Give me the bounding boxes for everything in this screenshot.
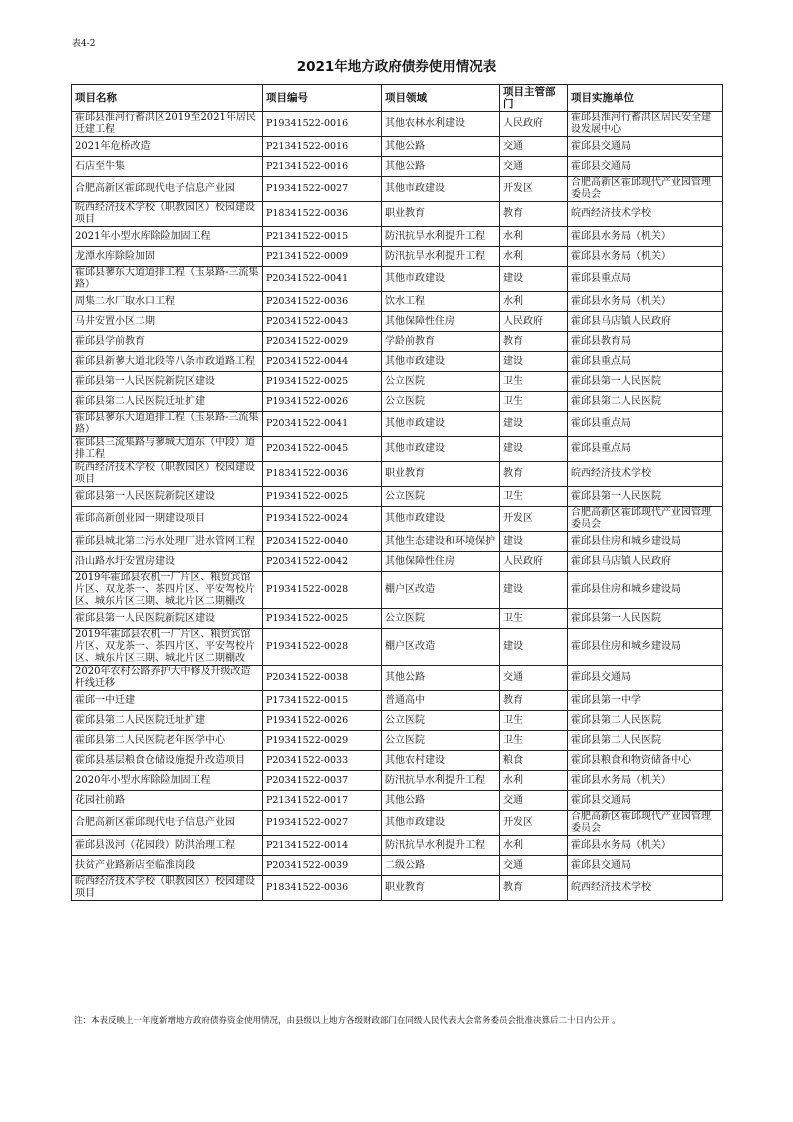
cell-project-field: 其他市政建设 bbox=[382, 267, 500, 292]
table-row bbox=[72, 437, 723, 462]
cell-implementing-unit: 霍邱县水务局（机关） bbox=[568, 227, 723, 247]
cell-project-name: 合肥高新区霍邱现代电子信息产业园 bbox=[72, 177, 263, 202]
cell-project-code: P18341522-0036 bbox=[263, 462, 382, 487]
cell-department: 粮食 bbox=[500, 751, 568, 771]
cell-implementing-unit: 霍邱县第一中学 bbox=[568, 691, 723, 711]
cell-department: 建设 bbox=[500, 412, 568, 437]
cell-project-field: 其他市政建设 bbox=[382, 177, 500, 202]
cell-project-name: 花园社前路 bbox=[72, 791, 263, 811]
table-row bbox=[72, 312, 723, 332]
cell-project-name: 2020年小型水库除险加固工程 bbox=[72, 771, 263, 791]
cell-project-field: 其他市政建设 bbox=[382, 507, 500, 532]
cell-department: 建设 bbox=[500, 629, 568, 666]
cell-project-name: 马井安置小区二期 bbox=[72, 312, 263, 332]
cell-department: 人民政府 bbox=[500, 312, 568, 332]
cell-project-name: 霍邱县蓼东大道道排工程（玉泉路-三流集路） bbox=[72, 267, 263, 292]
table-row bbox=[72, 856, 723, 876]
cell-project-code: P21341522-0014 bbox=[263, 836, 382, 856]
cell-implementing-unit: 霍邱县重点局 bbox=[568, 412, 723, 437]
cell-implementing-unit: 霍邱县重点局 bbox=[568, 352, 723, 372]
table-row bbox=[72, 202, 723, 227]
cell-project-name: 霍邱县蓼东大道道排工程（玉泉路-三流集路） bbox=[72, 412, 263, 437]
cell-project-code: P19341522-0027 bbox=[263, 811, 382, 836]
cell-project-name: 霍邱县第一人民医院新院区建设 bbox=[72, 372, 263, 392]
table-row bbox=[72, 487, 723, 507]
table-row bbox=[72, 666, 723, 691]
cell-project-field: 其他市政建设 bbox=[382, 412, 500, 437]
table-row bbox=[72, 332, 723, 352]
cell-project-field: 棚户区改造 bbox=[382, 572, 500, 609]
cell-implementing-unit: 霍邱县交通局 bbox=[568, 666, 723, 691]
cell-implementing-unit: 合肥高新区霍邱现代产业园管理委员会 bbox=[568, 177, 723, 202]
cell-project-field: 职业教育 bbox=[382, 462, 500, 487]
cell-project-field: 职业教育 bbox=[382, 202, 500, 227]
table-row bbox=[72, 629, 723, 666]
cell-department: 教育 bbox=[500, 462, 568, 487]
cell-implementing-unit: 霍邱县第一人民医院 bbox=[568, 372, 723, 392]
table-number-label: 表4-2 bbox=[72, 39, 96, 49]
cell-department: 交通 bbox=[500, 137, 568, 157]
cell-project-name: 霍邱县三流集路与蓼城大道东（中段）道排工程 bbox=[72, 437, 263, 462]
cell-project-field: 其他市政建设 bbox=[382, 352, 500, 372]
cell-implementing-unit: 霍邱县水务局（机关） bbox=[568, 247, 723, 267]
cell-implementing-unit: 霍邱县第二人民医院 bbox=[568, 392, 723, 412]
cell-project-field: 其他保障性住房 bbox=[382, 552, 500, 572]
table-row bbox=[72, 227, 723, 247]
table-row bbox=[72, 711, 723, 731]
cell-project-code: P19341522-0024 bbox=[263, 507, 382, 532]
cell-department: 水利 bbox=[500, 771, 568, 791]
cell-project-name: 2020年农村公路养护大中修及升级改造杆线迁移 bbox=[72, 666, 263, 691]
cell-department: 教育 bbox=[500, 202, 568, 227]
table-row bbox=[72, 751, 723, 771]
cell-implementing-unit: 皖西经济技术学校 bbox=[568, 202, 723, 227]
cell-department: 交通 bbox=[500, 157, 568, 177]
cell-project-code: P19341522-0027 bbox=[263, 177, 382, 202]
cell-department: 教育 bbox=[500, 332, 568, 352]
cell-project-code: P18341522-0036 bbox=[263, 876, 382, 901]
cell-project-name: 2019年霍邱县农机一厂片区、粮贸宾馆片区、双龙茶一、茶四片区、平安驾校片区、城东片区三期、城北片区二期棚改 bbox=[72, 629, 263, 666]
cell-implementing-unit: 皖西经济技术学校 bbox=[568, 876, 723, 901]
table-row bbox=[72, 292, 723, 312]
cell-project-field: 其他生态建设和环境保护 bbox=[382, 532, 500, 552]
cell-department: 卫生 bbox=[500, 372, 568, 392]
cell-project-field: 其他农林水利建设 bbox=[382, 112, 500, 137]
cell-project-field: 其他公路 bbox=[382, 157, 500, 177]
cell-project-field: 防汛抗旱水利提升工程 bbox=[382, 247, 500, 267]
cell-project-name: 周集二水厂取水口工程 bbox=[72, 292, 263, 312]
cell-project-code: P20341522-0036 bbox=[263, 292, 382, 312]
table-row bbox=[72, 372, 723, 392]
cell-project-name: 皖西经济技术学校（职教园区）校园建设项目 bbox=[72, 462, 263, 487]
cell-project-field: 公立医院 bbox=[382, 487, 500, 507]
cell-project-code: P20341522-0037 bbox=[263, 771, 382, 791]
cell-implementing-unit: 霍邱县交通局 bbox=[568, 791, 723, 811]
cell-department: 开发区 bbox=[500, 811, 568, 836]
cell-project-name: 龙潭水库除险加固 bbox=[72, 247, 263, 267]
cell-project-field: 公立医院 bbox=[382, 731, 500, 751]
cell-implementing-unit: 霍邱县马店镇人民政府 bbox=[568, 312, 723, 332]
cell-department: 人民政府 bbox=[500, 112, 568, 137]
cell-department: 教育 bbox=[500, 876, 568, 901]
cell-department: 卫生 bbox=[500, 487, 568, 507]
cell-implementing-unit: 霍邱县交通局 bbox=[568, 137, 723, 157]
cell-implementing-unit: 合肥高新区霍邱现代产业园管理委员会 bbox=[568, 507, 723, 532]
cell-project-field: 其他公路 bbox=[382, 791, 500, 811]
cell-project-code: P19341522-0025 bbox=[263, 372, 382, 392]
cell-implementing-unit: 霍邱县水务局（机关） bbox=[568, 771, 723, 791]
cell-implementing-unit: 霍邱县住房和城乡建设局 bbox=[568, 532, 723, 552]
cell-department: 交通 bbox=[500, 666, 568, 691]
cell-project-code: P21341522-0017 bbox=[263, 791, 382, 811]
table-row bbox=[72, 137, 723, 157]
cell-project-field: 防汛抗旱水利提升工程 bbox=[382, 836, 500, 856]
cell-project-field: 职业教育 bbox=[382, 876, 500, 901]
cell-implementing-unit: 霍邱县住房和城乡建设局 bbox=[568, 629, 723, 666]
cell-project-name: 霍邱县第一人民医院新院区建设 bbox=[72, 487, 263, 507]
cell-project-name: 合肥高新区霍邱现代电子信息产业园 bbox=[72, 811, 263, 836]
table-row bbox=[72, 352, 723, 372]
cell-implementing-unit: 霍邱县水务局（机关） bbox=[568, 836, 723, 856]
cell-department: 开发区 bbox=[500, 177, 568, 202]
table-row bbox=[72, 791, 723, 811]
table-row bbox=[72, 532, 723, 552]
cell-project-field: 防汛抗旱水利提升工程 bbox=[382, 227, 500, 247]
cell-project-code: P20341522-0029 bbox=[263, 332, 382, 352]
table-row bbox=[72, 462, 723, 487]
cell-project-code: P19341522-0025 bbox=[263, 487, 382, 507]
cell-department: 水利 bbox=[500, 247, 568, 267]
table-row bbox=[72, 247, 723, 267]
table-row bbox=[72, 731, 723, 751]
header-implementing-unit: 项目实施单位 bbox=[568, 85, 723, 112]
cell-department: 教育 bbox=[500, 691, 568, 711]
cell-project-code: P19341522-0025 bbox=[263, 609, 382, 629]
cell-project-code: P19341522-0016 bbox=[263, 112, 382, 137]
cell-department: 水利 bbox=[500, 836, 568, 856]
cell-project-code: P21341522-0015 bbox=[263, 227, 382, 247]
cell-project-code: P20341522-0042 bbox=[263, 552, 382, 572]
footnote: 注：本表反映上一年度新增地方政府债券资金使用情况，由县级以上地方各级财政部门在同级人民代表大会常务委员会批准决算后二十日内公开 。 bbox=[74, 1016, 621, 1026]
cell-project-field: 学龄前教育 bbox=[382, 332, 500, 352]
cell-project-name: 2019年霍邱县农机一厂片区、粮贸宾馆片区、双龙茶一、茶四片区、平安驾校片区、城东片区三期、城北片区二期棚改 bbox=[72, 572, 263, 609]
cell-department: 交通 bbox=[500, 791, 568, 811]
cell-implementing-unit: 合肥高新区霍邱现代产业园管理委员会 bbox=[568, 811, 723, 836]
cell-project-name: 霍邱县城北第二污水处理厂进水管网工程 bbox=[72, 532, 263, 552]
cell-project-name: 2021年小型水库除险加固工程 bbox=[72, 227, 263, 247]
cell-project-field: 其他保障性住房 bbox=[382, 312, 500, 332]
cell-project-code: P20341522-0045 bbox=[263, 437, 382, 462]
cell-department: 水利 bbox=[500, 292, 568, 312]
cell-project-code: P19341522-0026 bbox=[263, 392, 382, 412]
cell-department: 建设 bbox=[500, 267, 568, 292]
cell-project-field: 公立医院 bbox=[382, 372, 500, 392]
cell-implementing-unit: 霍邱县重点局 bbox=[568, 267, 723, 292]
cell-implementing-unit: 霍邱县重点局 bbox=[568, 437, 723, 462]
cell-department: 建设 bbox=[500, 352, 568, 372]
table-row bbox=[72, 771, 723, 791]
cell-project-field: 二级公路 bbox=[382, 856, 500, 876]
cell-project-field: 棚户区改造 bbox=[382, 629, 500, 666]
cell-project-name: 扶贫产业路新店至临淮岗段 bbox=[72, 856, 263, 876]
cell-implementing-unit: 皖西经济技术学校 bbox=[568, 462, 723, 487]
cell-department: 卫生 bbox=[500, 731, 568, 751]
cell-department: 开发区 bbox=[500, 507, 568, 532]
cell-project-code: P20341522-0043 bbox=[263, 312, 382, 332]
cell-implementing-unit: 霍邱县交通局 bbox=[568, 157, 723, 177]
cell-project-name: 皖西经济技术学校（职教园区）校园建设项目 bbox=[72, 876, 263, 901]
cell-project-name: 霍邱县学前教育 bbox=[72, 332, 263, 352]
cell-project-code: P20341522-0044 bbox=[263, 352, 382, 372]
cell-project-name: 霍邱县第二人民医院迁址扩建 bbox=[72, 392, 263, 412]
table-row bbox=[72, 507, 723, 532]
table-row bbox=[72, 112, 723, 137]
table-row bbox=[72, 157, 723, 177]
cell-project-field: 公立医院 bbox=[382, 392, 500, 412]
cell-project-code: P19341522-0026 bbox=[263, 711, 382, 731]
cell-department: 卫生 bbox=[500, 609, 568, 629]
cell-implementing-unit: 霍邱县马店镇人民政府 bbox=[568, 552, 723, 572]
cell-project-name: 霍邱县新蓼大道北段等八条市政道路工程 bbox=[72, 352, 263, 372]
cell-project-code: P20341522-0041 bbox=[263, 412, 382, 437]
table-row bbox=[72, 572, 723, 609]
cell-project-code: P19341522-0028 bbox=[263, 572, 382, 609]
cell-project-code: P19341522-0029 bbox=[263, 731, 382, 751]
cell-project-field: 公立医院 bbox=[382, 711, 500, 731]
cell-project-name: 霍邱一中迁建 bbox=[72, 691, 263, 711]
cell-department: 建设 bbox=[500, 532, 568, 552]
cell-implementing-unit: 霍邱县交通局 bbox=[568, 856, 723, 876]
cell-project-code: P18341522-0036 bbox=[263, 202, 382, 227]
table-row bbox=[72, 876, 723, 901]
cell-project-name: 皖西经济技术学校（职教园区）校园建设项目 bbox=[72, 202, 263, 227]
cell-department: 水利 bbox=[500, 227, 568, 247]
cell-department: 建设 bbox=[500, 437, 568, 462]
cell-project-code: P21341522-0016 bbox=[263, 157, 382, 177]
cell-project-field: 公立医院 bbox=[382, 609, 500, 629]
cell-project-name: 霍邱高新创业园一期建设项目 bbox=[72, 507, 263, 532]
cell-department: 卫生 bbox=[500, 711, 568, 731]
cell-department: 交通 bbox=[500, 856, 568, 876]
table-row bbox=[72, 267, 723, 292]
header-project-field: 项目领域 bbox=[382, 85, 500, 112]
cell-project-field: 其他市政建设 bbox=[382, 437, 500, 462]
table-row bbox=[72, 691, 723, 711]
table-row bbox=[72, 552, 723, 572]
cell-implementing-unit: 霍邱县第一人民医院 bbox=[568, 487, 723, 507]
cell-project-code: P21341522-0016 bbox=[263, 137, 382, 157]
table-header-row bbox=[72, 85, 723, 112]
cell-project-code: P20341522-0038 bbox=[263, 666, 382, 691]
cell-project-code: P17341522-0015 bbox=[263, 691, 382, 711]
cell-implementing-unit: 霍邱县粮食和物资储备中心 bbox=[568, 751, 723, 771]
cell-project-field: 其他公路 bbox=[382, 666, 500, 691]
cell-project-field: 其他农村建设 bbox=[382, 751, 500, 771]
cell-project-field: 其他市政建设 bbox=[382, 811, 500, 836]
cell-implementing-unit: 霍邱县淮河行蓄洪区居民安全建设发展中心 bbox=[568, 112, 723, 137]
cell-implementing-unit: 霍邱县第二人民医院 bbox=[568, 731, 723, 751]
cell-department: 人民政府 bbox=[500, 552, 568, 572]
cell-project-name: 霍邱县汲河（花园段）防洪治理工程 bbox=[72, 836, 263, 856]
table-row bbox=[72, 609, 723, 629]
cell-project-name: 霍邱县第二人民医院老年医学中心 bbox=[72, 731, 263, 751]
cell-project-code: P21341522-0009 bbox=[263, 247, 382, 267]
cell-project-code: P20341522-0041 bbox=[263, 267, 382, 292]
table-row bbox=[72, 177, 723, 202]
header-department: 项目主管部门 bbox=[500, 85, 568, 112]
bond-usage-table bbox=[71, 84, 723, 901]
cell-project-name: 2021年危桥改造 bbox=[72, 137, 263, 157]
cell-project-field: 其他公路 bbox=[382, 137, 500, 157]
cell-project-field: 普通高中 bbox=[382, 691, 500, 711]
header-project-name: 项目名称 bbox=[72, 85, 263, 112]
table-row bbox=[72, 392, 723, 412]
cell-project-name: 霍邱县基层粮食仓储设施提升改造项目 bbox=[72, 751, 263, 771]
cell-project-name: 沿山路水圩安置房建设 bbox=[72, 552, 263, 572]
cell-project-field: 饮水工程 bbox=[382, 292, 500, 312]
cell-project-name: 霍邱县第一人民医院新院区建设 bbox=[72, 609, 263, 629]
table-row bbox=[72, 412, 723, 437]
table-row bbox=[72, 836, 723, 856]
cell-project-name: 霍邱县第二人民医院迁址扩建 bbox=[72, 711, 263, 731]
header-project-code: 项目编号 bbox=[263, 85, 382, 112]
cell-department: 卫生 bbox=[500, 392, 568, 412]
cell-project-name: 霍邱县淮河行蓄洪区2019至2021年居民迁建工程 bbox=[72, 112, 263, 137]
cell-implementing-unit: 霍邱县第一人民医院 bbox=[568, 609, 723, 629]
cell-project-name: 石店至牛集 bbox=[72, 157, 263, 177]
table-row bbox=[72, 811, 723, 836]
cell-project-code: P19341522-0028 bbox=[263, 629, 382, 666]
cell-department: 建设 bbox=[500, 572, 568, 609]
cell-implementing-unit: 霍邱县教育局 bbox=[568, 332, 723, 352]
page-title: 2021年地方政府债券使用情况表 bbox=[296, 59, 497, 75]
cell-implementing-unit: 霍邱县水务局（机关） bbox=[568, 292, 723, 312]
cell-project-code: P20341522-0039 bbox=[263, 856, 382, 876]
cell-project-field: 防汛抗旱水利提升工程 bbox=[382, 771, 500, 791]
cell-implementing-unit: 霍邱县第二人民医院 bbox=[568, 711, 723, 731]
cell-implementing-unit: 霍邱县住房和城乡建设局 bbox=[568, 572, 723, 609]
cell-project-code: P20341522-0040 bbox=[263, 532, 382, 552]
cell-project-code: P20341522-0033 bbox=[263, 751, 382, 771]
